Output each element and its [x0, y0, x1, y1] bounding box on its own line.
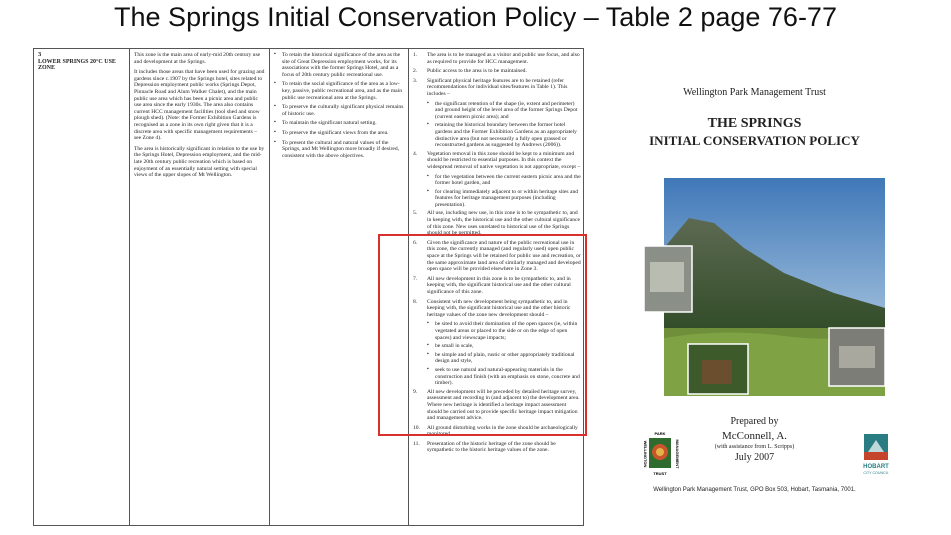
policy-item: [413, 441, 581, 454]
policy-sub-item: ▪ be simple and of plain, rustic or other appropriately traditional design and style,: [413, 352, 581, 365]
policy-number: 5.: [413, 210, 418, 217]
cover-title-line1: THE SPRINGS: [707, 116, 802, 131]
objective-item: ▪ To retain the social significance of the area as a low-key, passive, public recreational area, and as the main public use recreational area at the Springs.: [274, 81, 404, 101]
policy-item: [413, 78, 581, 98]
policy-sub-item: ▪ the significant retention of the shape (ie, extent and perimeter) and ground height of the level area of the former Springs Depot (current eastern picnic area); and: [413, 101, 581, 121]
policy-text: Public access to the area is to be maintained.: [427, 68, 527, 75]
policy-text: Presentation of the historic heritage of the zone should be sympathetic to the historic heritage values of the zone.: [427, 440, 556, 454]
cover-assistance: (with assistance from L. Scripps): [714, 444, 795, 450]
policy-number: 10.: [413, 424, 420, 431]
policy-item: [413, 151, 581, 171]
policy-item: [413, 68, 581, 75]
cover-date: July 2007: [734, 452, 775, 463]
policy-sub-item: ▪ seek to use natural and natural-appearing materials in the construction and finish (with an emphasis on stone, concrete and timber).: [413, 367, 581, 387]
description-column: [130, 49, 270, 525]
cover-title-line2: INITIAL CONSERVATION POLICY: [649, 133, 860, 148]
policy-number: 7.: [413, 275, 418, 282]
policy-text: Significant physical heritage features are to be retained (refer recommendations for individual sites/features in Table 1). This includes –: [427, 77, 568, 97]
policy-text: Consistent with new development being sympathetic to, and in keeping with, the significant historical use and the other historic heritage values of the zone new development should –: [427, 298, 571, 318]
policy-sub-item: ▪ for the vegetation between the current eastern picnic area and the former hotel garden, and: [413, 174, 581, 187]
cover-footer: Wellington Park Management Trust, GPO Box 503, Hobart, Tasmania, 7001.: [653, 487, 856, 493]
policy-item: [413, 210, 581, 236]
policy-number: 3.: [413, 77, 418, 84]
cover-author: McConnell, A.: [721, 430, 788, 442]
policy-text: All ground disturbing works in the zone should be archaeologically monitored.: [427, 424, 578, 438]
description-paragraph: It includes those areas that have been used for grazing and gardens since c.1907 by the Springs hotel, sites related to Depression employment public works (Springs Depot, Pinnacle Road and Alum Walker Chalet), and the main public use area which has been a picnic area and public use area since the early 1930s. The area also contains current HCC management facilities (tool shed and snow plough shed). (Note: the Former Exhibition Gardens is recognised as a zone in its own right given that it is a discrete area with specific management requirements – see Zone 4).: [134, 69, 265, 142]
zone-column: [34, 49, 130, 525]
policy-sub-item: ▪ be small in scale,: [413, 343, 581, 350]
highlight-box: [378, 234, 587, 436]
description-paragraph: This zone is the main area of early-mid 20th century use and development at the Springs.: [134, 52, 261, 65]
policy-item: [413, 52, 581, 65]
policy-sub-item: ▪ for clearing immediately adjacent to or within heritage sites and features for heritage management purposes (including presentation).: [413, 189, 581, 209]
objective-item: ▪ To preserve the significant views from the area.: [274, 130, 404, 137]
logo-management-text: MANAGEMENT: [675, 439, 680, 469]
policy-text: All new development in this zone is to be sympathetic to, and in keeping with, the significant historical use and the other cultural significance of this zone.: [427, 275, 571, 295]
policy-sub-item: ▪ retaining the historical boundary between the former hotel gardens and the Former Exhibition Gardens as an appropriately distinctive area (but not necessarily a fully open grassed or reconstructed gardens as suggested by Andrews (2006)).: [413, 122, 581, 148]
policy-number: 2.: [413, 68, 418, 75]
policy-sub-item: ▪ be sited to avoid their domination of the open spaces (ie, within vegetated areas or placed to the side or on the edge of open spaces) and viewscape impacts;: [413, 321, 581, 341]
slide-title: The Springs Initial Conservation Policy – Table 2 page 76-77: [114, 2, 837, 32]
objective-item: ▪ To present the cultural and natural values of the Springs, and Mt Wellington more broadly if desired, consistent with the above objectives.: [274, 140, 404, 160]
policy-text: All new development will be preceded by detailed heritage survey, assessment and recording in (and adjacent to) the development area. Where new heritage is identified a heritage impact assessment should be carried out to provide specific heritage impact mitigation and management advice.: [427, 388, 580, 422]
objective-item: ▪ To retain the historical significance of the area as the site of Great Depression employment works, for its associations with the former Springs Hotel, and as a focus of 20th century public recreational use.: [274, 52, 404, 78]
policy-text: All use, including new use, in this zone is to be sympathetic to, and in keeping with, the historical use and the other cultural significance of this zone. New uses unrelated to historical use of the Springs should not be permitted.: [427, 210, 581, 237]
logo-wellington-text: WELLINGTON: [643, 440, 648, 468]
policy-text: The area is to be managed as a visitor and public use focus, and also as required to provide for HCC management.: [427, 52, 580, 65]
logo-hobart-text: HOBART: [863, 464, 889, 470]
logo-park-text: PARK: [654, 431, 666, 436]
policy-text: Vegetation removal in this zone should be kept to a minimum and should be restricted to essential purposes. In this context the widespread removal of native vegetation is not appropriate, except –: [427, 150, 581, 170]
policy-number: 8.: [413, 298, 418, 305]
logo-trust-text: TRUST: [653, 471, 667, 476]
policy-number: 11.: [413, 440, 420, 447]
report-cover: [622, 48, 887, 503]
cover-organisation: Wellington Park Management Trust: [683, 87, 826, 98]
policy-number: 1.: [413, 52, 418, 58]
objective-item: ▪ To maintain the significant natural setting.: [274, 120, 404, 127]
cover-prepared-by: Prepared by: [730, 416, 779, 427]
policy-text: Given the significance and nature of the public recreational use in this zone, the currently managed (and regularly used) open public space at the Springs will be retained for public use and recreation, or the same approximate land area of similarly managed and developed open space will be provided elsewhere in Zone 3.: [427, 239, 581, 273]
policy-number: 9.: [413, 388, 418, 395]
policy-number: 6.: [413, 239, 418, 246]
objective-item: ▪ To preserve the culturally significant physical remains of historic use.: [274, 104, 404, 117]
zone-name: LOWER SPRINGS 20°C USE ZONE: [38, 58, 116, 72]
description-paragraph: The area is historically significant in relation to the use by the Springs Hotel, Depression employment, and the mid-late 20th century public recreation which is based on enjoyment of an essentially natural setting with special views of the upper slopes of Mt Wellington.: [134, 145, 265, 179]
policy-number: 4.: [413, 150, 418, 157]
logo-council-text: CITY COUNCIL: [863, 471, 889, 475]
cover-photo-collage: [644, 178, 885, 396]
zone-number: 3: [38, 51, 42, 58]
